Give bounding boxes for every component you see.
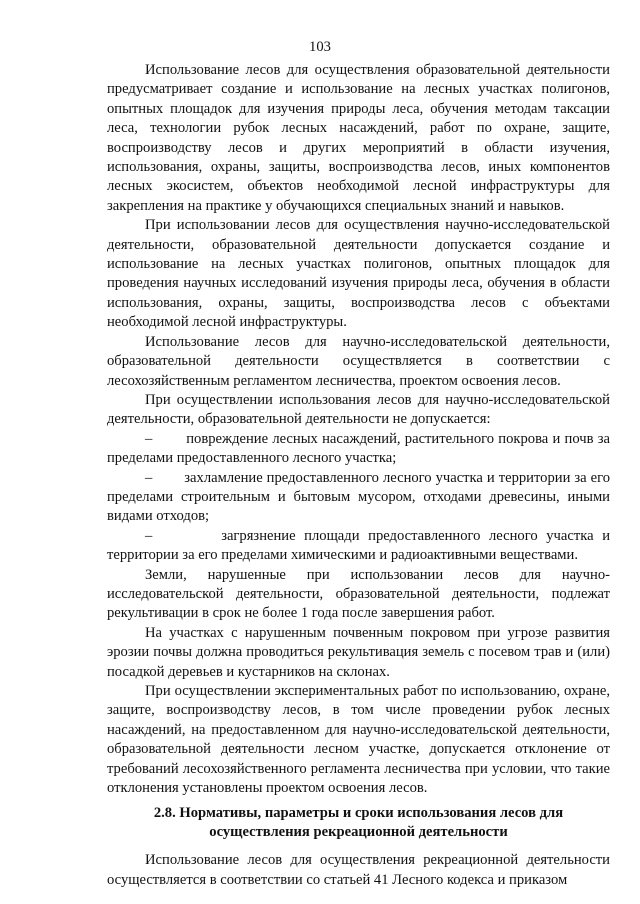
list-item: [107, 469, 610, 527]
paragraph: Использование лесов для научно-исследовательской деятельности, образовательной деятельности осуществляется в соответствии с лесохозяйственным регламентом лесничества, проектом освоения лесов.: [107, 333, 610, 389]
list-item-text: повреждение лесных насаждений, растительного покрова и почв за пределами предоставленного лесного участка;: [107, 430, 610, 467]
paragraph: При осуществлении использования лесов для научно-исследовательской деятельности, образовательной деятельности не допускается:: [107, 391, 610, 428]
paragraph: При осуществлении экспериментальных работ по использованию, охране, защите, воспроизводству лесов, в том числе проведении рубок лесных насаждений, на предоставленном для научно-исследовательской деятельности, образовательной деятельности лесном участке, допускается отклонение от требований лесохозяйственного регламента лесничества при условии, что такие отклонения установлены проектом освоения лесов.: [107, 683, 610, 797]
paragraph: Использование лесов для осуществления рекреационной деятельности осуществляется в соответствии со статьей 41 Лесного кодекса и приказом: [107, 852, 610, 888]
section-heading-line: 2.8. Нормативы, параметры и сроки использования лесов для: [153, 805, 564, 822]
list-item: [107, 527, 610, 566]
paragraph: Земли, нарушенные при использовании лесов для научно-исследовательской деятельности, образовательной деятельности, подлежат рекультивации в срок не более 1 года после завершения работ.: [107, 566, 610, 622]
section-heading-line: осуществления рекреационной деятельности: [209, 824, 508, 841]
page-number: 103: [309, 39, 331, 55]
list-item-text: загрязнение площади предоставленного лесного участка и территории за его пределами химическими и радиоактивными веществами.: [107, 527, 610, 564]
paragraph: При использовании лесов для осуществления научно-исследовательской деятельности, образовательной деятельности допускается создание и использование на лесных участках полигонов, опытных площадок для проведения научных исследований изучения природы леса, обучения в области использования, охраны, защиты, воспроизводства лесов с объектами необходимой лесной инфраструктуры.: [107, 217, 610, 331]
bullet-marker: –: [145, 430, 153, 447]
paragraph: На участках с нарушенным почвенным покровом при угрозе развития эрозии почвы должна проводиться рекультивация земель с посевом трав и (или) посадкой деревьев и кустарников на склонах.: [107, 624, 610, 680]
section-heading: [107, 804, 610, 842]
paragraph: Использование лесов для осуществления образовательной деятельности предусматривает создание и использование на лесных участках полигонов, опытных площадок для изучения природы леса, обучения методам таксации леса, технологии рубок лесных насаждений, работ по охране, защите, воспроизводству лесов и других мероприятий в области изучения, использования, охраны, защиты, воспроизводства лесов, иных компонентов лесных экосистем, объектов необходимой лесной инфраструктуры для закрепления на практике у обучающихся специальных знаний и навыков.: [107, 62, 610, 214]
bullet-marker: –: [145, 527, 153, 544]
bullet-marker: –: [145, 469, 153, 486]
list-item-text: захламление предоставленного лесного участка и территории за его пределами строительным и бытовым мусором, отходами древесины, иными видами отходов;: [107, 469, 611, 525]
list-item: [107, 430, 610, 469]
page-body: [107, 61, 610, 890]
